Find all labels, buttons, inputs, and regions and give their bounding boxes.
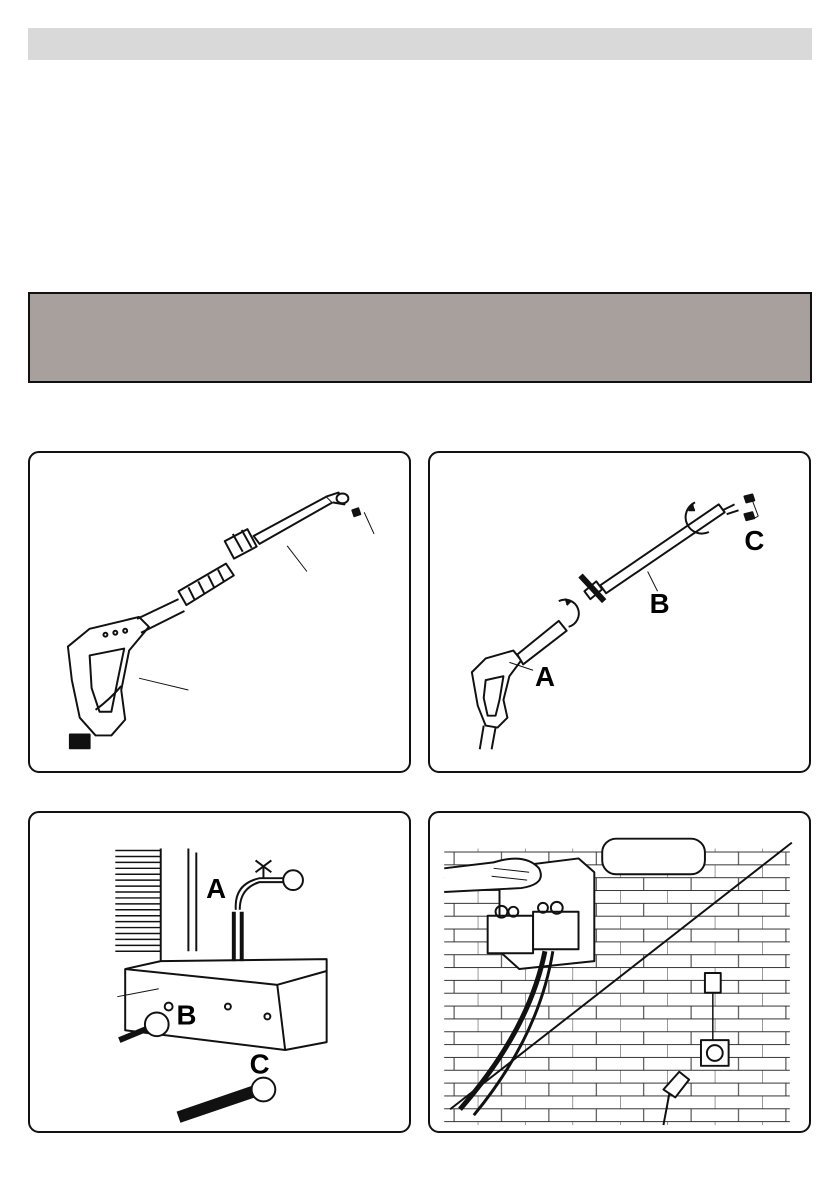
spray-gun-icon [472, 651, 521, 750]
spray-gun-icon [68, 617, 149, 748]
assembly-illustration [430, 453, 809, 771]
figure-water-connection [28, 811, 411, 1133]
label-c: C [744, 524, 765, 556]
gun-lance-illustration [30, 453, 409, 771]
figure-gun-and-lance [28, 451, 411, 773]
figure-assembly [428, 451, 811, 773]
lance-icon [580, 504, 724, 601]
lance-icon [254, 493, 349, 544]
water-connection-illustration [30, 813, 409, 1131]
hose-icon [234, 912, 242, 961]
nozzle-icon [352, 508, 360, 516]
water-tap-icon [236, 860, 303, 909]
warning-box [28, 292, 812, 383]
label-b: B [176, 999, 197, 1031]
label-b: B [649, 587, 670, 619]
plug-icon [705, 973, 721, 993]
figure-power-connection [428, 811, 811, 1133]
label-a: A [206, 872, 227, 904]
label-a: A [535, 661, 556, 693]
power-connection-illustration [430, 813, 809, 1131]
label-c: C [249, 1048, 270, 1080]
hose-icon [179, 564, 234, 605]
callout-bubble [602, 839, 705, 875]
header-bar [28, 28, 812, 60]
hose-icon [517, 621, 566, 664]
nozzle-icon [744, 494, 754, 520]
